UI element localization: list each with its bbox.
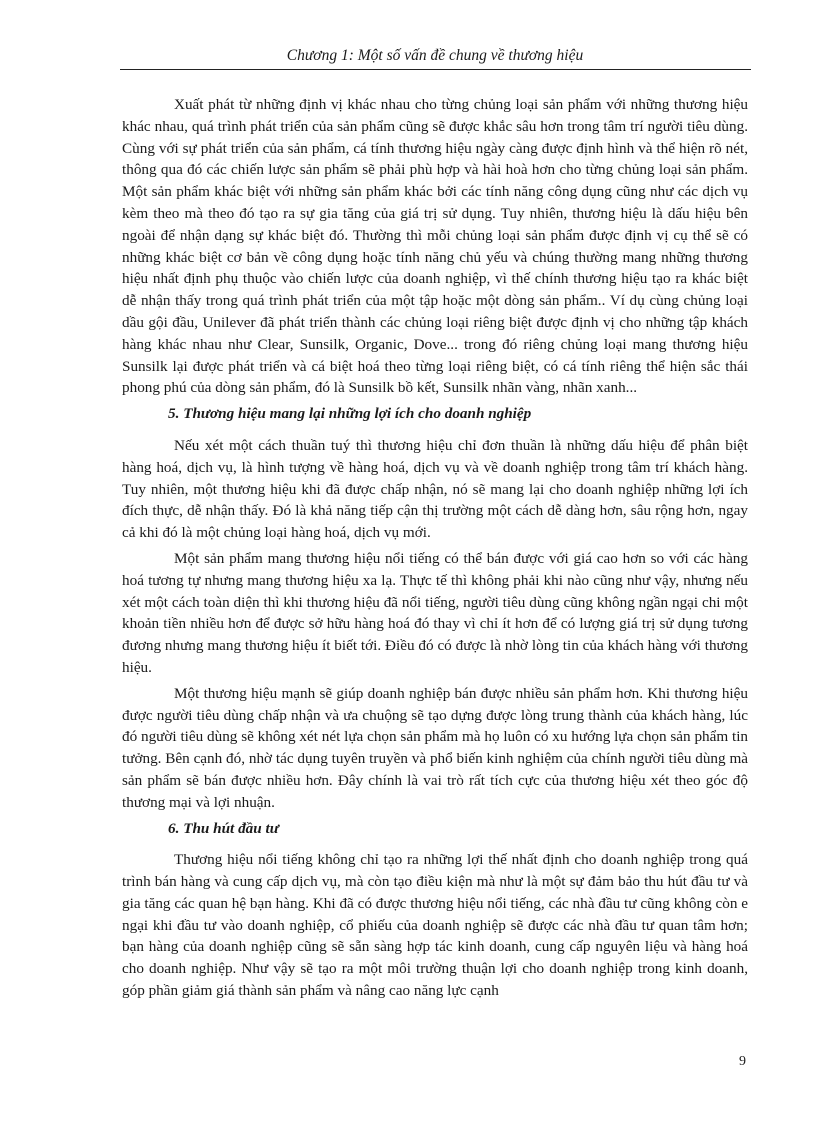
paragraph-product-positioning: Xuất phát từ những định vị khác nhau cho từng chủng loại sản phẩm với những thương hiệu khác nhau, quá trình phát triển của sản phẩm cũng sẽ được khắc sâu hơn trong tâm trí người tiêu dùng. Cùng với sự phát triển của sản phẩm, cá tính thương hiệu ngày càng được định hình và thể hiện rõ nét, thông qua đó các chiến lược sản phẩm sẽ phải phù hợp và hài hoà hơn cho từng chủng loại sản phẩm. Một sản phẩm khác biệt với những sản phẩm khác bởi các tính năng công dụng cũng như các dịch vụ kèm theo mà theo đó tạo ra sự gia tăng của giá trị sử dụng. Tuy nhiên, thương hiệu là dấu hiệu bên ngoài để nhận dạng sự khác biệt đó. Thường thì mỗi chủng loại sản phẩm được định vị cụ thể sẽ có những khác biệt cơ bản về công dụng hoặc tính năng chủ yếu và chúng thường mang những thương hiệu nhất định phụ thuộc vào chiến lược của doanh nghiệp, vì thế chính thương hiệu tạo ra khác biệt dễ nhận thấy trong quá trình phát triển của một tập hoặc một dòng sản phẩm.. Ví dụ cùng chủng loại dầu gội đầu, Unilever đã phát triển thành các chủng loại riêng biệt được định vị cho những tập khách hàng khác nhau như Clear, Sunsilk, Organic, Dove... trong đó riêng chủng loại mang thương hiệu Sunsilk lại được phát triển và cá biệt hoá theo từng loại riêng biệt, có cá tính riêng thể hiện sắc thái phong phú của dòng sản phẩm, đó là Sunsilk bồ kết, Sunsilk nhãn vàng, nhãn xanh... <box>122 96 748 397</box>
running-header: Chương 1: Một số vấn đề chung về thương hiệu <box>286 47 584 64</box>
header-divider <box>120 69 751 70</box>
section-heading-6: 6. Thu hút đầu tư <box>168 819 279 837</box>
paragraph-brand-benefits: Nếu xét một cách thuần tuý thì thương hiệu chỉ đơn thuần là những dấu hiệu để phân biệt hàng hoá, dịch vụ, là hình tượng về hàng hoá, dịch vụ và về doanh nghiệp trong tâm trí khách hàng. Tuy nhiên, một thương hiệu khi đã được chấp nhận, nó sẽ mang lại cho doanh nghiệp những lợi ích đích thực, dễ nhận thấy. Đó là khả năng tiếp cận thị trường một cách dễ dàng hơn, sâu rộng hơn, ngay cả khi đó là một chủng loại hàng hoá, dịch vụ mới. <box>122 436 748 542</box>
paragraph-strong-brand: Một thương hiệu mạnh sẽ giúp doanh nghiệp bán được nhiều sản phẩm hơn. Khi thương hiệu được người tiêu dùng chấp nhận và ưa chuộng sẽ tạo dựng được lòng trung thành của khách hàng, lúc đó người tiêu dùng sẽ không xét nét lựa chọn sản phẩm mà họ luôn có xu hướng lựa chọn sản phẩm tin tưởng. Bên cạnh đó, nhờ tác dụng tuyên truyền và phổ biến kinh nghiệm của chính người tiêu dùng mà sản phẩm sẽ bán được nhiều hơn. Đây chính là vai trò rất tích cực của thương hiệu xét theo góc độ thương mại và lợi nhuận. <box>122 684 749 811</box>
paragraph-premium-price: Một sản phẩm mang thương hiệu nổi tiếng có thể bán được với giá cao hơn so với các hàng hoá tương tự nhưng mang thương hiệu xa lạ. Thực tế thì không phải khi nào cũng như vậy, nhưng nếu xét một cách toàn diện thì khi thương hiệu đã nổi tiếng, người tiêu dùng cũng không ngần ngại chi một khoản tiền nhiều hơn để được sở hữu hàng hoá đó thay vì chỉ ít hơn để có lượng giá trị sử dụng tương đương nhưng mang thương hiệu ít biết tới. Điều đó có được là nhờ lòng tin của khách hàng với thương hiệu. <box>122 549 748 676</box>
document-body <box>122 94 748 1006</box>
section-heading-5: 5. Thương hiệu mang lại những lợi ích cho doanh nghiệp <box>168 405 532 423</box>
paragraph-attract-investment: Thương hiệu nổi tiếng không chỉ tạo ra những lợi thế nhất định cho doanh nghiệp trong quá trình bán hàng và cung cấp dịch vụ, mà còn tạo điều kiện mà như là một sự đảm bảo thu hút đầu tư và gia tăng các quan hệ bạn hàng. Khi đã có được thương hiệu nổi tiếng, các nhà đầu tư cũng không còn e ngại khi đầu tư vào doanh nghiệp, cổ phiếu của doanh nghiệp sẽ được các nhà đầu tư quan tâm hơn; bạn hàng của doanh nghiệp cũng sẽ sẵn sàng hợp tác kinh doanh, cung cấp nguyên liệu và hàng hoá cho doanh nghiệp. Như vậy sẽ tạo ra một môi trường thuận lợi cho doanh nghiệp trong kinh doanh, góp phần giảm giá thành sản phẩm và nâng cao năng lực cạnh <box>122 851 748 1000</box>
page-number: 9 <box>739 1054 746 1069</box>
